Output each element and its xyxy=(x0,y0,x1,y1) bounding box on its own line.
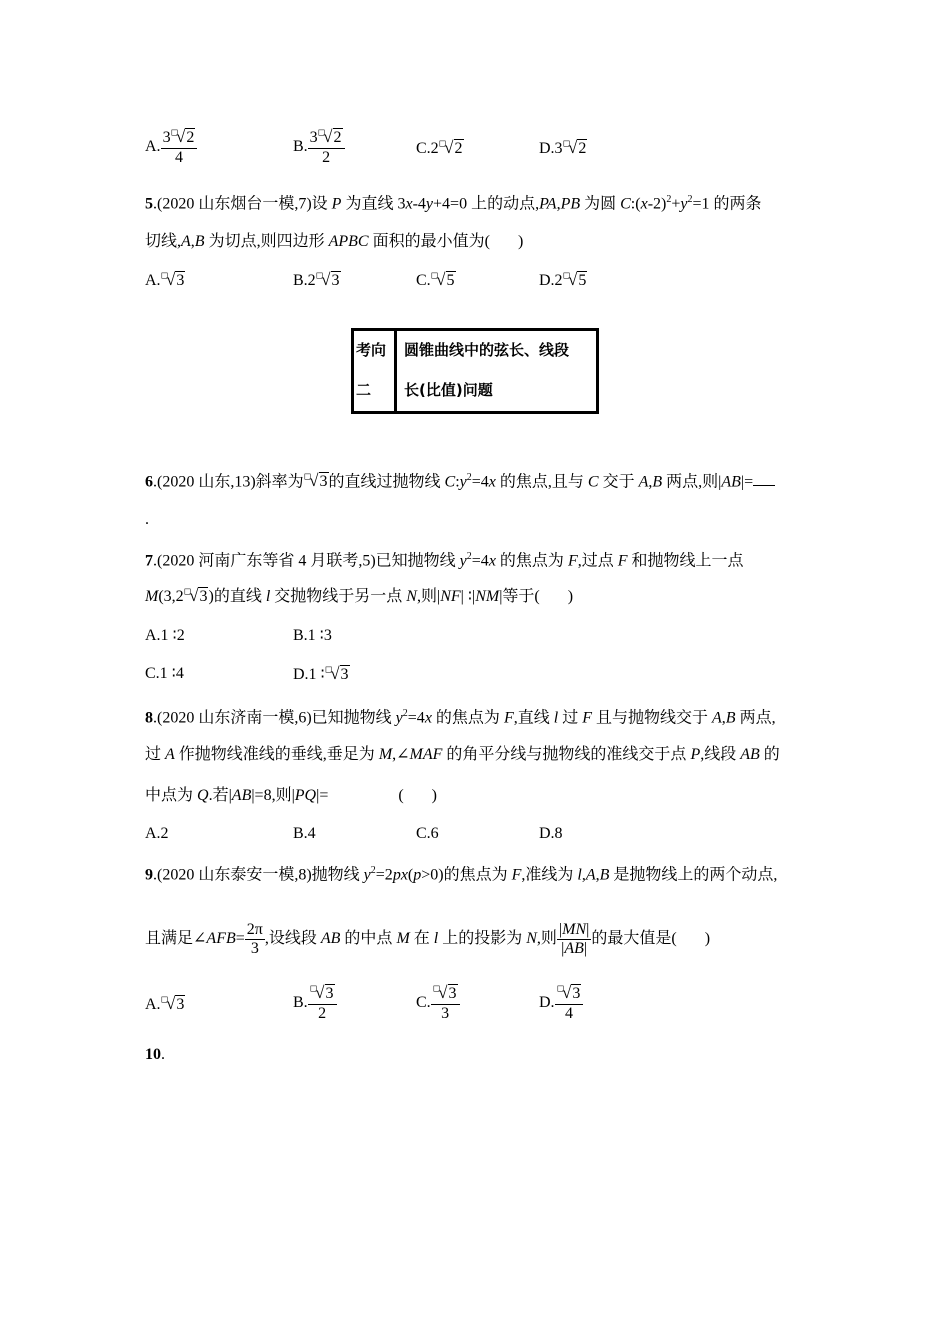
q10-line1: 10. xyxy=(145,1046,165,1063)
q5-option-a: A.◻√3 xyxy=(145,270,185,289)
q5-option-d: D.2◻√5 xyxy=(539,270,587,289)
q8-option-c: C.6 xyxy=(416,825,439,842)
q7-line2: M(3,2◻√3)的直线 l 交抛物线于另一点 N,则|NF| ∶|NM|等于( ) xyxy=(145,586,574,605)
answer-blank xyxy=(753,471,775,486)
q4-option-c: C.2◻√2 xyxy=(416,138,463,157)
section-heading-box xyxy=(351,328,599,414)
q7-option-c: C.1 ∶4 xyxy=(145,665,184,682)
q6-line1: 6.(2020 山东,13)斜率为◻√3的直线过抛物线 $C:y^2=4x$ 的焦点,且与 C 交于 A,B 两点,则|AB|= xyxy=(145,468,775,493)
q8-line3: 中点为 Q.若|AB|=8,则|PQ|= ( ) xyxy=(145,787,437,804)
q9-option-d: D. $\frac{^◻√3}{4}$ xyxy=(539,984,583,1023)
q7-option-a: A.1 ∶2 xyxy=(145,627,185,644)
q5-option-c: C.◻√5 xyxy=(416,270,455,289)
q9-option-c: C. $\frac{^◻√3}{3}$ xyxy=(416,984,460,1023)
q9-option-a: A.◻√3 xyxy=(145,994,185,1013)
q9-line2: 且满足∠AFB= $\frac{2\pi}{3}$ ,设线段 AB 的中点 M 在 l 上的投影为 N,则 $\frac{|MN|}{|AB|}$ 的最大值是( ) xyxy=(145,920,711,957)
section-label-line2: 二 xyxy=(356,381,372,399)
q4-option-d: D.3◻√2 xyxy=(539,138,587,157)
q7-option-d: D.1 ∶◻√3 xyxy=(293,664,349,683)
q8-option-b: B.4 xyxy=(293,825,316,842)
q4-option-b: B. $\frac{3^◻√2}{2}$ xyxy=(293,128,345,167)
q9-option-b: B. $\frac{^◻√3}{2}$ xyxy=(293,984,337,1023)
section-title-line2: 长(比值)问题 xyxy=(404,381,493,399)
q5-option-b: B.2◻√3 xyxy=(293,270,340,289)
q8-line1: 8.(2020 山东济南一模,6)已知抛物线 $y^2=4x$ 的焦点为 F,直线 l 过 F 且与抛物线交于 A,B 两点, xyxy=(145,708,776,727)
q8-option-a: A.2 xyxy=(145,825,169,842)
q9-line1: 9.(2020 山东泰安一模,8)抛物线 $y^2=2px(p>0)$的焦点为 F,准线为 l,A,B 是抛物线上的两个动点, xyxy=(145,865,778,884)
section-label-line1: 考向 xyxy=(356,341,387,359)
angle-fraction: $\frac{2\pi}{3}$ xyxy=(246,920,263,957)
q5-line2: 切线,A,B 为切点,则四边形 APBC 面积的最小值为( ) xyxy=(145,233,524,250)
ratio-fraction: $\frac{|MN|}{|AB|}$ xyxy=(558,920,590,957)
q4-option-a: A. $\frac{3^◻√2}{4}$ xyxy=(145,128,197,167)
q5-line1: 5.(2020 山东烟台一模,7)设 P 为直线 3x-4y+4=0 上的动点,PA,PB 为圆 $C:(x-2)^2+y^2=1$ 的两条 xyxy=(145,194,762,213)
q6-line2: . xyxy=(145,511,149,528)
q7-option-b: B.1 ∶3 xyxy=(293,627,332,644)
q8-option-d: D.8 xyxy=(539,825,563,842)
q8-line2: 过 A 作抛物线准线的垂线,垂足为 M,∠MAF 的角平分线与抛物线的准线交于点 P,线段 AB 的 xyxy=(145,746,780,763)
q7-line1: 7.(2020 河南广东等省 4 月联考,5)已知抛物线 $y^2=4x$ 的焦点为 F,过点 F 和抛物线上一点 xyxy=(145,551,744,570)
section-title-line1: 圆锥曲线中的弦长、线段 xyxy=(404,341,570,359)
